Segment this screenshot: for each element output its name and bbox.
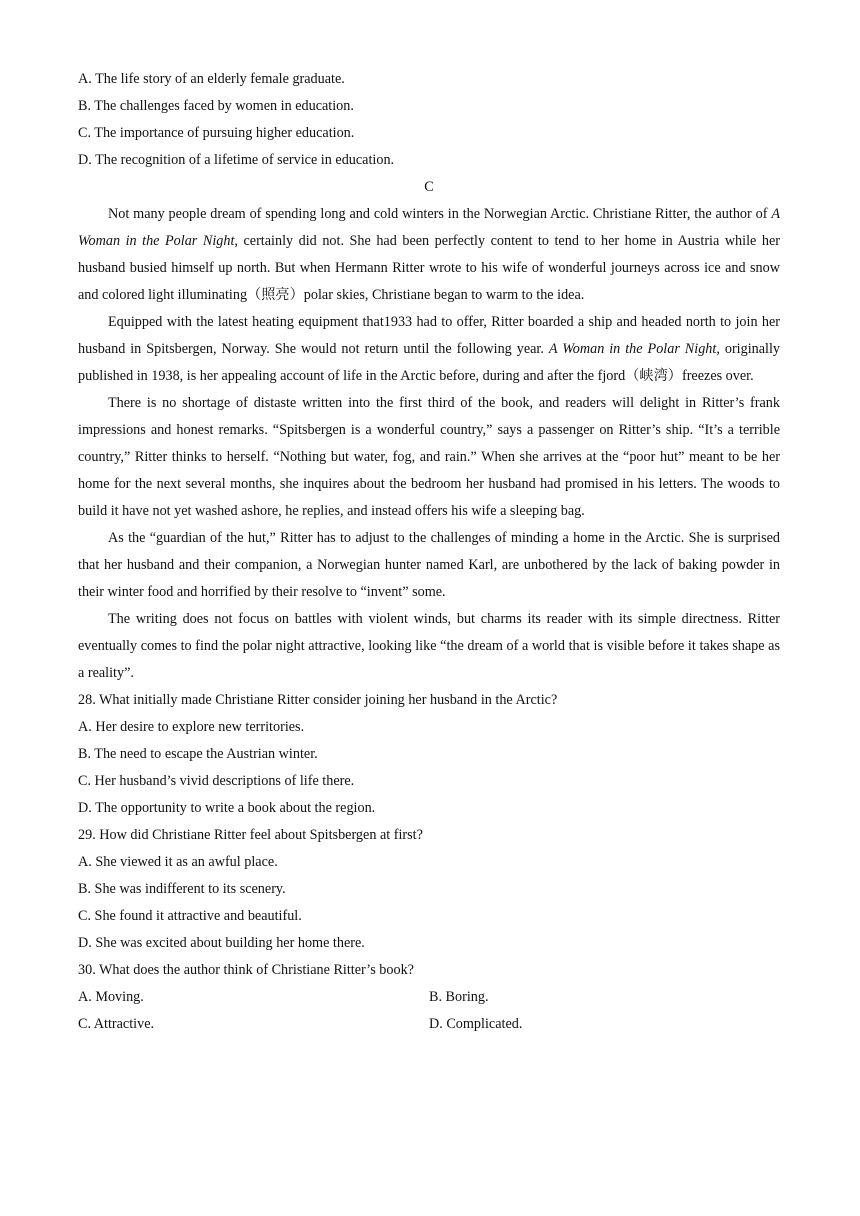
prev-option-a: A. The life story of an elderly female graduate. [78,71,345,87]
question-30-stem: 30. What does the author think of Christiane Ritter’s book? [78,962,414,978]
prev-option-d: D. The recognition of a lifetime of service in education. [78,152,395,168]
section-label: C [424,179,434,195]
passage-paragraph-2 [78,309,780,390]
question-28-option-b: B. The need to escape the Austrian winter. [78,746,318,762]
question-30-option-d: D. Complicated. [429,1016,523,1032]
p1-text-a: Not many people dream of spending long and cold winters in the Norwegian Arctic. Christiane Ritter, the author of [108,206,772,222]
p2-text-a: Equipped with the latest heating equipment that1933 had to offer, Ritter boarded a ship and headed north to join her husband in Spitsbergen, Norway. She would not return until the following year. [78,314,780,357]
question-30-options-row-1 [78,984,780,1011]
question-28-option-c: C. Her husband’s vivid descriptions of life there. [78,773,355,789]
passage-paragraph-3: There is no shortage of distaste written into the first third of the book, and readers will delight in Ritter’s frank impressions and honest remarks. “Spitsbergen is a wonderful country,” says a passenger on Ritter’s ship. “It’s a terrible country,” Ritter thinks to herself. “Nothing but water, fog, and rain.” When she arrives at the “poor hut” meant to be her home for the next several months, she inquires about the bedroom her husband had promised in his letters. The woods to build it have not yet washed ashore, he replies, and instead offers his wife a sleeping bag. [78,395,780,519]
question-28-stem: 28. What initially made Christiane Ritter consider joining her husband in the Arctic? [78,692,558,708]
passage-paragraph-4: As the “guardian of the hut,” Ritter has to adjust to the challenges of minding a home in the Arctic. She is surprised that her husband and their companion, a Norwegian hunter named Karl, are unbothered by the lack of baking powder in their winter food and horrified by their resolve to “invent” some. [78,530,780,600]
question-29-stem: 29. How did Christiane Ritter feel about Spitsbergen at first? [78,827,423,843]
question-30-option-c: C. Attractive. [78,1016,155,1032]
question-30-options-row-2 [78,1011,780,1038]
book-title: A Woman in the Polar Night [548,341,717,357]
passage-paragraph-1 [78,201,780,309]
question-30-option-a: A. Moving. [78,989,144,1005]
passage-paragraph-5: The writing does not focus on battles with violent winds, but charms its reader with its simple directness. Ritter eventually comes to find the polar night attractive, looking like “the dream of a world that is visible before it takes shape as a reality”. [78,611,780,681]
page-content [78,66,780,1038]
question-30-option-b: B. Boring. [429,989,489,1005]
question-29-option-a: A. She viewed it as an awful place. [78,854,278,870]
prev-option-c: C. The importance of pursuing higher education. [78,125,355,141]
p1-text-b: , certainly did not. She had been perfectly content to tend to her home in Austria while her husband busied himself up north. But when Hermann Ritter wrote to his wife of wonderful journeys across ice and snow and colored light illuminating（照亮）polar skies, Christiane began to warm to the idea. [78,233,780,303]
question-29-option-c: C. She found it attractive and beautiful. [78,908,302,924]
question-28-option-a: A. Her desire to explore new territories. [78,719,305,735]
p2-text-b: , originally published in 1938, is her appealing account of life in the Arctic before, during and after the fjord（峡湾）freezes over. [78,341,781,384]
question-29-option-d: D. She was excited about building her home there. [78,935,365,951]
question-29-option-b: B. She was indifferent to its scenery. [78,881,286,897]
book-title: A Woman in the Polar Night [78,206,780,249]
question-28-option-d: D. The opportunity to write a book about the region. [78,800,376,816]
prev-option-b: B. The challenges faced by women in education. [78,98,354,114]
